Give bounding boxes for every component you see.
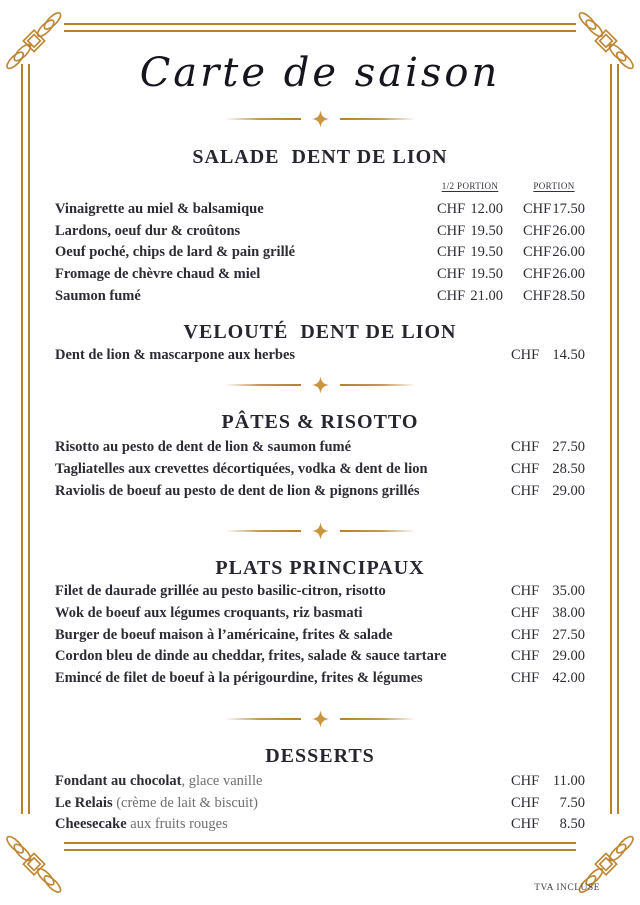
item-price-half (437, 242, 503, 264)
item-label: Burger de boeuf maison à l’américaine, frites & salade (55, 626, 393, 643)
item-description: aux fruits rouges (126, 816, 228, 833)
currency-label: CHF (511, 439, 540, 456)
item-price (511, 603, 585, 625)
section-items-veloute (55, 345, 585, 367)
currency-label: CHF (437, 287, 466, 304)
currency-label: CHF (511, 816, 540, 833)
section-items-desserts (55, 771, 585, 836)
price-amount: 26.00 (552, 244, 585, 261)
menu-content (55, 0, 585, 836)
price-amount: 14.50 (552, 346, 585, 363)
menu-item-row (55, 437, 585, 459)
currency-label: CHF (511, 460, 540, 477)
menu-item-row (55, 771, 585, 793)
currency-label: CHF (523, 222, 552, 239)
divider-line (340, 384, 416, 386)
menu-item-row (55, 481, 585, 503)
currency-label: CHF (437, 201, 466, 217)
star-icon (312, 520, 329, 542)
currency-label: CHF (511, 583, 540, 600)
price-amount: 26.00 (552, 222, 585, 239)
item-label: Lardons, oeuf dur & croûtons (55, 222, 241, 239)
currency-label: CHF (511, 626, 540, 643)
price-amount: 29.00 (552, 648, 585, 665)
item-label (55, 771, 511, 793)
column-header-portion: PORTION (533, 181, 575, 191)
tax-note: TVA INCLUSE (534, 883, 600, 893)
section-divider (55, 520, 585, 542)
star-icon (312, 708, 329, 730)
currency-label: CHF (511, 794, 540, 811)
item-price (511, 581, 585, 603)
item-description: (crème de lait & biscuit) (112, 794, 258, 811)
menu-item-row (55, 668, 585, 690)
star-icon (312, 374, 329, 396)
item-price-half (437, 221, 503, 243)
menu-item-row (55, 625, 585, 647)
item-label: Tagliatelles aux crevettes décortiquées, vodka & dent de lion (55, 460, 428, 477)
currency-label: CHF (437, 266, 466, 283)
price-column-headers (55, 180, 585, 192)
item-price (511, 814, 585, 836)
section-items-salade (55, 199, 585, 308)
price-amount: 29.00 (552, 482, 585, 499)
menu-item-row (55, 199, 585, 221)
currency-label: CHF (511, 605, 540, 622)
section-title-veloute: VELOUTÉ DENT DE LION (183, 320, 457, 343)
item-name: Fondant au chocolat (55, 772, 182, 789)
menu-item-row (55, 581, 585, 603)
item-label: Emincé de filet de boeuf à la périgourdine, frites & légumes (55, 670, 423, 687)
menu-item-row (55, 459, 585, 481)
item-price-half (437, 264, 503, 286)
currency-label: CHF (523, 266, 552, 283)
item-label: Oeuf poché, chips de lard & pain grillé (55, 244, 296, 261)
section-divider (55, 708, 585, 730)
item-price (511, 481, 585, 503)
currency-label: CHF (437, 244, 466, 261)
currency-label: CHF (511, 670, 540, 687)
item-price (511, 668, 585, 690)
item-price-full (523, 221, 585, 243)
corner-knot-ornament-icon (2, 835, 68, 901)
item-price (511, 771, 585, 793)
item-label: Risotto au pesto de dent de lion & saumon fumé (55, 439, 352, 456)
item-price (511, 345, 585, 367)
divider-line (225, 118, 301, 120)
currency-label: CHF (511, 346, 540, 363)
price-amount: 19.50 (470, 266, 503, 283)
section-items-pates (55, 437, 585, 502)
frame-border-bottom (64, 842, 576, 851)
section-title-desserts: DESSERTS (265, 744, 375, 767)
menu-item-row (55, 242, 585, 264)
currency-label: CHF (437, 222, 466, 239)
item-label: Dent de lion & mascarpone aux herbes (55, 346, 296, 363)
price-amount: 21.00 (470, 287, 503, 304)
section-title-salade: SALADE DENT DE LION (192, 146, 448, 168)
item-label: Saumon fumé (55, 287, 141, 304)
menu-item-row (55, 603, 585, 625)
menu-item-row (55, 345, 585, 367)
item-price (511, 646, 585, 668)
divider-line (225, 384, 301, 386)
price-amount: 19.50 (470, 222, 503, 239)
section-title-plats: PLATS PRINCIPAUX (215, 557, 425, 580)
item-label: Raviolis de boeuf au pesto de dent de lion & pignons grillés (55, 482, 420, 499)
item-label: Cordon bleu de dinde au cheddar, frites, salade & sauce tartare (55, 648, 447, 665)
section-divider (55, 108, 585, 130)
menu-item-row (55, 793, 585, 815)
divider-line (225, 718, 301, 720)
currency-label: CHF (523, 287, 552, 304)
menu-item-row (55, 646, 585, 668)
item-price-full (523, 199, 585, 221)
item-label: Fromage de chèvre chaud & miel (55, 266, 261, 283)
item-price (511, 625, 585, 647)
divider-line (340, 118, 416, 120)
item-label: Vinaigrette au miel & balsamique (55, 201, 264, 217)
menu-item-row (55, 221, 585, 243)
price-amount: 26.00 (552, 266, 585, 283)
currency-label: CHF (511, 648, 540, 665)
item-price-half (437, 199, 503, 221)
column-header-half-portion: 1/2 PORTION (441, 181, 499, 191)
menu-item-row (55, 264, 585, 286)
menu-item-row (55, 814, 585, 836)
item-price (511, 459, 585, 481)
section-items-plats (55, 581, 585, 690)
price-amount: 8.50 (559, 816, 585, 833)
divider-line (340, 718, 416, 720)
currency-label: CHF (511, 772, 540, 789)
item-price-full (523, 286, 585, 308)
price-amount: 35.00 (552, 583, 585, 600)
frame-border-right (610, 64, 619, 814)
item-label: Filet de daurade grillée au pesto basilic-citron, risotto (55, 583, 386, 600)
price-amount: 38.00 (552, 605, 585, 622)
item-description: , glace vanille (181, 772, 263, 789)
item-label (55, 793, 511, 815)
section-divider (55, 374, 585, 396)
frame-border-left (21, 64, 30, 814)
item-price (511, 437, 585, 459)
price-amount: 19.50 (470, 244, 503, 261)
currency-label: CHF (523, 244, 552, 261)
price-amount: 27.50 (552, 439, 585, 456)
price-amount: 11.00 (552, 772, 585, 789)
price-amount: 28.50 (552, 460, 585, 477)
divider-line (225, 530, 301, 532)
item-price-half (437, 286, 503, 308)
price-amount: 7.50 (559, 794, 585, 811)
divider-line (340, 530, 416, 532)
section-title-pates: PÂTES & RISOTTO (221, 411, 419, 434)
item-price-full (523, 264, 585, 286)
price-amount: 42.00 (552, 670, 585, 687)
item-price-full (523, 242, 585, 264)
menu-item-row (55, 286, 585, 308)
currency-label: CHF (523, 201, 552, 217)
price-amount: 27.50 (552, 626, 585, 643)
item-price (511, 793, 585, 815)
item-name: Le Relais (55, 794, 113, 811)
price-amount: 12.00 (470, 201, 503, 217)
star-icon (312, 108, 329, 130)
currency-label: CHF (511, 482, 540, 499)
item-label: Wok de boeuf aux légumes croquants, riz basmati (55, 605, 363, 622)
price-amount: 28.50 (552, 287, 585, 304)
page-title: Carte de saison (139, 50, 501, 96)
item-label (55, 814, 511, 836)
item-name: Cheesecake (55, 816, 127, 833)
price-amount: 17.50 (552, 201, 585, 217)
